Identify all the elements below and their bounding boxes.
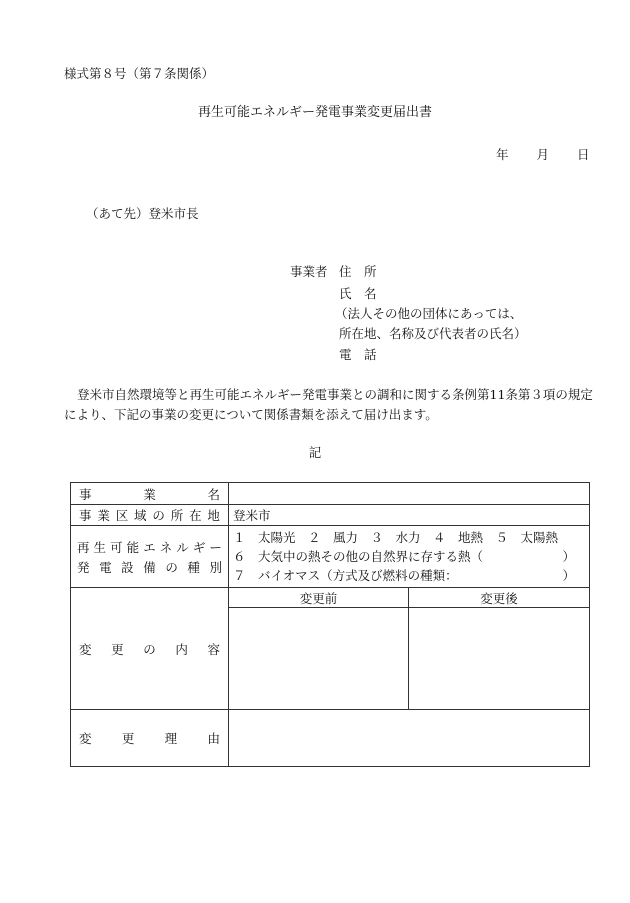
- label-char: の: [143, 641, 156, 657]
- label-char: ル: [176, 539, 189, 555]
- date-month: 月: [536, 147, 550, 162]
- label-char: 由: [207, 731, 220, 746]
- table-row-facility-type: [71, 526, 590, 588]
- label-char: 事: [79, 508, 92, 523]
- label-char: 名: [207, 486, 220, 502]
- applicant-phone-label: 電 話: [339, 347, 377, 362]
- label-char: 容: [207, 641, 220, 657]
- label-char: 理: [164, 731, 178, 746]
- applicant-address-label: 住 所: [339, 264, 377, 279]
- label-char: ネ: [159, 539, 173, 555]
- label-char: 種: [187, 559, 200, 575]
- label-char: 在: [189, 508, 202, 523]
- project-name-value: [229, 483, 590, 505]
- label-char: 地: [207, 508, 220, 523]
- label-char: 区: [115, 508, 129, 523]
- facility-type-value: [229, 526, 590, 588]
- label-char: 能: [126, 539, 140, 555]
- label-char: エ: [143, 539, 156, 555]
- label-char: の: [152, 508, 165, 523]
- label-char: 生: [93, 539, 107, 555]
- table-row-project-name: [71, 483, 590, 505]
- after-change-value: [409, 608, 590, 710]
- table-row-change-reason: [71, 710, 590, 767]
- type-option-line2: [233, 547, 585, 566]
- label-char: 発: [77, 559, 90, 575]
- type-option-line1: [233, 528, 585, 547]
- label-char: 再: [77, 539, 90, 555]
- date-day: 日: [577, 147, 590, 162]
- date-line: [496, 147, 590, 163]
- location-value: 登米市: [229, 505, 590, 526]
- label-char: 備: [143, 559, 156, 575]
- date-year: 年: [496, 147, 509, 162]
- change-reason-value: [229, 710, 590, 767]
- before-change-header: 変更前: [229, 588, 409, 608]
- form-table: [70, 482, 590, 767]
- type-option-7-close: ）: [562, 568, 575, 583]
- type-options-1-5: １ 太陽光 ２ 風力 ３ 水力 ４ 地熱 ５ 太陽熱: [233, 530, 559, 545]
- type-option-6-close: ）: [562, 549, 575, 564]
- label-char: 変: [79, 731, 92, 746]
- label-char: 業: [97, 508, 110, 523]
- facility-type-label: [71, 526, 229, 588]
- applicant-note-line1: （法人その他の団体にあっては、: [335, 306, 523, 321]
- change-content-label: [71, 588, 229, 710]
- form-number-label: 様式第８号（第７条関係）: [64, 66, 215, 81]
- document-title: 再生可能エネルギー発電事業変更届出書: [197, 105, 432, 120]
- label-char: 可: [110, 539, 123, 555]
- type-option-7: ７ バイオマス（方式及び燃料の種類：: [233, 568, 458, 583]
- applicant-label: 事業者: [290, 264, 328, 279]
- label-char: 別: [209, 559, 222, 575]
- label-char: ー: [209, 539, 222, 555]
- applicant-name-label: 氏 名: [339, 286, 377, 301]
- location-label: [71, 505, 229, 526]
- label-char: 域: [134, 508, 147, 523]
- type-option-6: ６ 大気中の熱その他の自然界に存する熱（: [233, 549, 484, 564]
- after-change-header: 変更後: [409, 588, 590, 608]
- label-char: 業: [143, 486, 156, 502]
- ki-heading: 記: [308, 445, 322, 460]
- label-char: 更: [111, 641, 124, 657]
- label-char: ギ: [192, 539, 206, 555]
- type-option-line3: [233, 566, 585, 585]
- label-char: の: [165, 559, 178, 575]
- before-change-value: [229, 608, 409, 710]
- label-char: 内: [175, 641, 188, 657]
- applicant-note-line2: 所在地、名称及び代表者の氏名）: [339, 326, 527, 341]
- label-char: 電: [99, 559, 112, 575]
- label-char: 更: [121, 731, 135, 746]
- label-char: 事: [79, 486, 92, 502]
- table-row-change-headers: [71, 588, 590, 608]
- label-char: 設: [121, 559, 134, 575]
- addressee: （あて先）登米市長: [86, 206, 199, 221]
- table-row-location: [71, 505, 590, 526]
- project-name-label: [71, 483, 229, 505]
- label-char: 変: [79, 641, 92, 657]
- label-char: 所: [170, 508, 184, 523]
- change-reason-label: [71, 710, 229, 767]
- body-paragraph: 登米市自然環境等と再生可能エネルギー発電事業との調和に関する条例第11条第３項の規定により、下記の事業の変更について関係書類を添えて届け出ます。: [64, 387, 593, 422]
